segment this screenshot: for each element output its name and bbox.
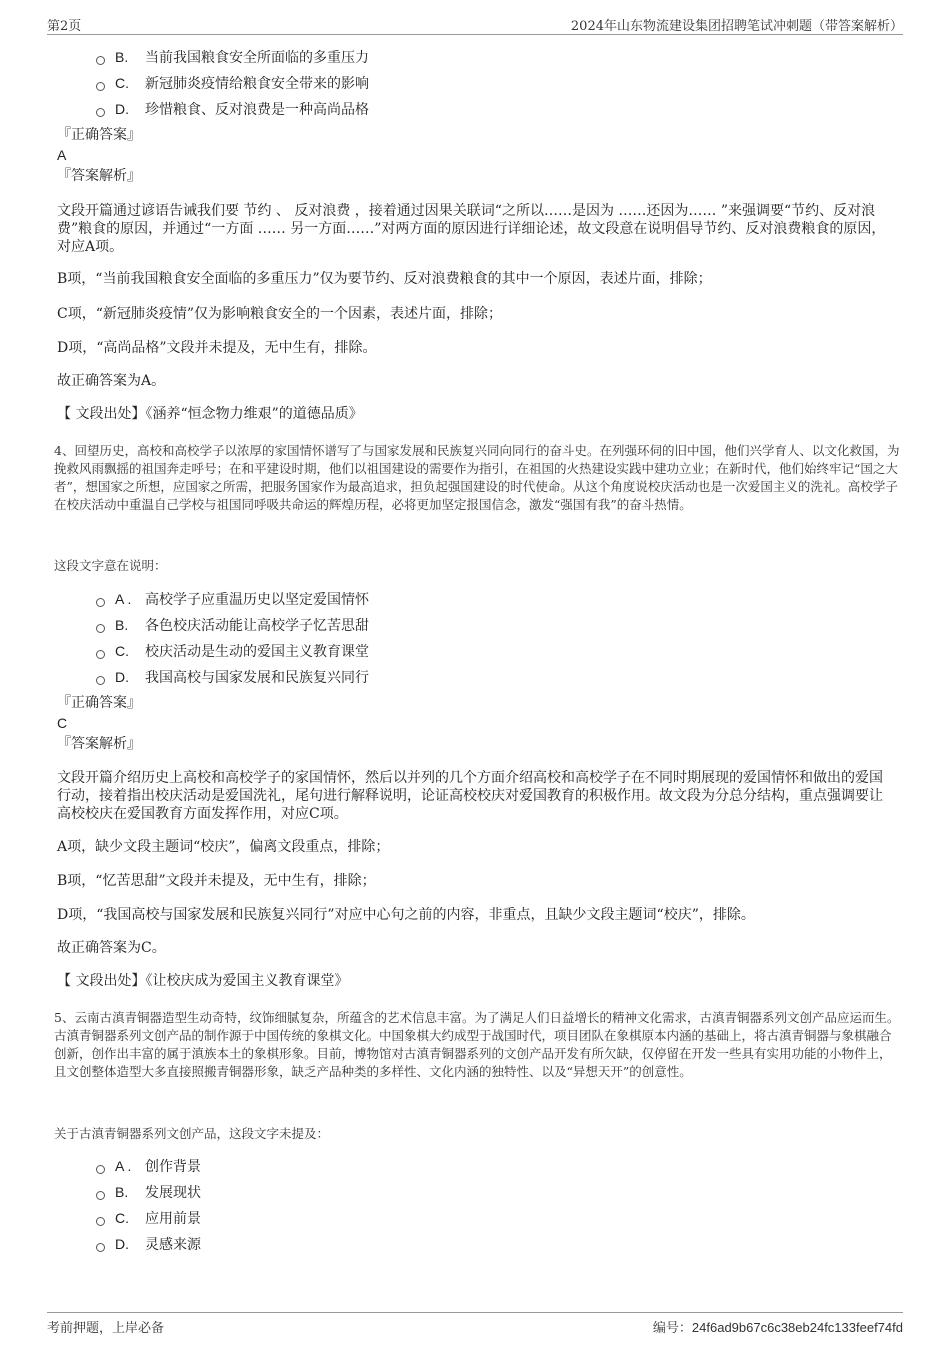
q4-options [96, 586, 369, 690]
radio-icon[interactable] [96, 624, 105, 633]
document-title: 2024年山东物流建设集团招聘笔试冲刺题（带答案解析） [570, 19, 903, 34]
radio-icon[interactable] [96, 598, 105, 607]
q5-option-b[interactable]: B. 发展现状 [96, 1179, 201, 1205]
q4-analysis-main: 文段开篇介绍历史上高校和高校学子的家国情怀，然后以并列的几个方面介绍高校和高校学子在不同时期展现的爱国情怀和做出的爱国行动，接着指出校庆活动是爱国洗礼，尾句进行解释说明，论证高校校庆对爱国教育的积极作用。故文段为分总分结构，重点强调要让高校校庆在爱国教育方面发挥作用，对应C项。 [57, 770, 883, 822]
q3-analysis-c: C项，“新冠肺炎疫情”仅为影响粮食安全的一个因素，表述片面，排除； [57, 306, 503, 322]
page-footer [47, 1312, 903, 1337]
q3-analysis-main: 文段开篇通过谚语告诫我们要 节约 、 反对浪费 ，接着通过因果关联词“之所以……是因为 ……还因为…… ”来强调要“节约、反对浪费”粮食的原因，并通过“一方面 …… 另一方面……”对两方面的原因进行详细论述，故文段意在说明倡导节约、反对浪费粮食的原因，对应A项。 [57, 203, 886, 255]
radio-icon[interactable] [96, 56, 105, 65]
q4-conclusion: 故正确答案为C。 [57, 940, 166, 956]
q3-analysis-label: 『答案解析』 [57, 168, 141, 184]
q3-option-c[interactable]: C. 新冠肺炎疫情给粮食安全带来的影响 [96, 70, 369, 96]
q5-stem: 5、云南古滇青铜器造型生动奇特，纹饰细腻复杂，所蕴含的艺术信息丰富。为了满足人们日益增长的精神文化需求，古滇青铜器系列文创产品应运而生。古滇青铜器系列文创产品的制作源于中国传统的象棋文化。中国象棋大约成型于战国时代，项目团队在象棋原本内涵的基础上，将古滇青铜器与象棋融合创新，创作出丰富的属于滇族本土的象棋形象。目前，博物馆对古滇青铜器系列的文创产品开发有所欠缺，仅停留在开发一些具有实用功能的小物件上，且文创整体造型大多直接照搬青铜器形象，缺乏产品种类的多样性、文化内涵的独特性、以及“异想天开”的创意性。 [54, 1010, 900, 1079]
page-number: 第2页 [47, 19, 82, 34]
q3-analysis-d: D项，“高尚品格”文段并未提及，无中生有，排除。 [57, 340, 377, 356]
q4-analysis-a: A项，缺少文段主题词“校庆”，偏离文段重点，排除； [57, 839, 390, 855]
q5-option-a[interactable]: A . 创作背景 [96, 1153, 201, 1179]
radio-icon[interactable] [96, 676, 105, 685]
q4-option-c[interactable]: C. 校庆活动是生动的爱国主义教育课堂 [96, 638, 369, 664]
radio-icon[interactable] [96, 650, 105, 659]
q5-prompt: 关于古滇青铜器系列文创产品，这段文字未提及： [54, 1126, 330, 1141]
q4-analysis-b: B项，“忆苦思甜”文段并未提及，无中生有，排除； [57, 873, 376, 889]
radio-icon[interactable] [96, 1217, 105, 1226]
q4-answer-label: 『正确答案』 [57, 695, 141, 711]
q3-analysis-b: B项，“当前我国粮食安全面临的多重压力”仅为要节约、反对浪费粮食的其中一个原因，表述片面，排除； [57, 271, 712, 287]
q5-option-d[interactable]: D. 灵感来源 [96, 1231, 201, 1257]
q3-option-b[interactable]: B. 当前我国粮食安全所面临的多重压力 [96, 44, 369, 70]
q3-source: 【 文段出处】《涵养“恒念物力维艰”的道德品质》 [57, 406, 363, 422]
q4-option-a[interactable]: A . 高校学子应重温历史以坚定爱国情怀 [96, 586, 369, 612]
document-code: 编号：24f6ad9b67c6c38eb24fc133feef74fd [652, 1320, 903, 1336]
q3-option-d[interactable]: D. 珍惜粮食、反对浪费是一种高尚品格 [96, 96, 369, 122]
page-header [47, 12, 903, 35]
q5-option-c[interactable]: C. 应用前景 [96, 1205, 201, 1231]
q5-options [96, 1153, 201, 1257]
radio-icon[interactable] [96, 82, 105, 91]
q4-option-d[interactable]: D. 我国高校与国家发展和民族复兴同行 [96, 664, 369, 690]
q4-answer: C [57, 715, 68, 731]
q3-conclusion: 故正确答案为A。 [57, 373, 166, 389]
q4-stem: 4、回望历史，高校和高校学子以浓厚的家国情怀谱写了与国家发展和民族复兴同向同行的奋斗史。在列强环伺的旧中国，他们兴学育人、以文化救国，为挽救风雨飘摇的祖国奔走呼号；在和平建设时期，他们以祖国建设的需要作为指引，在祖国的火热建设实践中建功立业；在新时代，他们始终牢记“国之大者”，想国家之所想，应国家之所需，把服务国家作为最高追求，担负起强国建设的时代使命。从这个角度说校庆活动也是一次爱国主义的洗礼。高校学子在校庆活动中重温自己学校与祖国同呼吸共命运的辉煌历程，必将更加坚定报国信念，激发“强国有我”的奋斗热情。 [54, 443, 900, 512]
q3-answer: A [57, 147, 67, 163]
q4-analysis-d: D项，“我国高校与国家发展和民族复兴同行”对应中心句之前的内容，非重点，且缺少文段主题词“校庆”，排除。 [57, 907, 755, 923]
radio-icon[interactable] [96, 1243, 105, 1252]
q3-answer-label: 『正确答案』 [57, 127, 141, 143]
radio-icon[interactable] [96, 1191, 105, 1200]
q3-options [96, 44, 369, 122]
footer-slogan: 考前押题，上岸必备 [47, 1321, 165, 1336]
q4-option-b[interactable]: B. 各色校庆活动能让高校学子忆苦思甜 [96, 612, 369, 638]
q4-source: 【 文段出处】《让校庆成为爱国主义教育课堂》 [57, 973, 349, 989]
q4-analysis-label: 『答案解析』 [57, 736, 141, 752]
radio-icon[interactable] [96, 1165, 105, 1174]
radio-icon[interactable] [96, 108, 105, 117]
q4-prompt: 这段文字意在说明： [54, 558, 167, 573]
